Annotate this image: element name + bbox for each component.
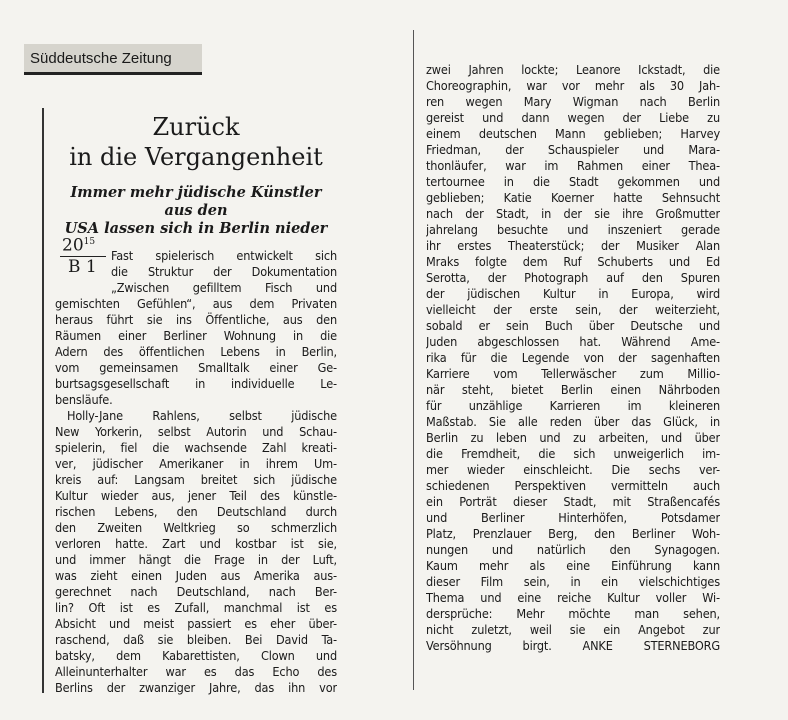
text-line: ren wegen Mary Wigman nach Berlin — [426, 94, 720, 109]
text-line: rischen Lebens, den Deutschland durch — [55, 504, 337, 519]
text-line: gerechnet nach Deutschland, nach Ber- — [55, 584, 337, 599]
right-column — [426, 62, 720, 654]
text-line: Versöhnung birgt. ANKE STERNEBORG — [426, 638, 720, 653]
text-line: ein Porträt dieser Stadt, mit Straßencafés — [426, 494, 720, 509]
left-border-rule — [42, 108, 44, 693]
dateline-day: 20 — [62, 235, 84, 256]
text-line: Berlin zu leben und zu arbeiten, und über — [426, 430, 720, 445]
text-line: Choreographin, war vor mehr als 30 Jah- — [426, 78, 720, 93]
text-line: nungen und natürlich den Synagogen. — [426, 542, 720, 557]
text-line: Maßstab. Sie alle reden über das Glück, in — [426, 414, 720, 429]
source-label: Süddeutsche Zeitung — [24, 44, 202, 74]
subtitle-line: Immer mehr jüdische Künstler aus den — [70, 184, 322, 219]
text-line: nach der Stadt, in der sie ihre Großmutter — [426, 206, 720, 221]
text-line: Berlins der zwanziger Jahre, das ihn vor — [55, 680, 337, 695]
text-line: Platz, Prenzlauer Berg, den Berliner Woh- — [426, 526, 720, 541]
text-line: Juden abgeschlossen hat. Während Ame- — [426, 334, 720, 349]
text-line: einem deutschen Mann geblieben; Harvey — [426, 126, 720, 141]
text-line: die Struktur der Dokumentation — [111, 264, 337, 279]
text-line: geblieben; Katie Koerner hatte Sehnsucht — [426, 190, 720, 205]
text-line: burtsagsgesellschaft in individuelle Le- — [55, 376, 337, 391]
text-line: bensläufe. — [55, 392, 113, 407]
headline — [55, 112, 337, 172]
text-line: mer wieder einschleicht. Die sechs ver- — [426, 462, 720, 477]
dateline-time: 15 — [83, 237, 96, 247]
text-line: raschend, daß sie bleiben. Bei David Ta- — [55, 632, 337, 647]
text-line: Räumen einer Berliner Wohnung in die — [55, 328, 337, 343]
source-rule — [24, 74, 202, 75]
text-line: tertournee in die Stadt gekommen und — [426, 174, 720, 189]
text-line: Absicht und meist passiert es eher über- — [55, 616, 337, 631]
text-line: die Fremdheit, die sich unweigerlich im- — [426, 446, 720, 461]
text-line: verloren hatte. Zart und kostbar ist sie, — [55, 536, 337, 551]
subtitle-line: USA lassen sich in Berlin nieder — [64, 220, 328, 237]
text-line: när steht, bietet Berlin einen Nährboden — [426, 382, 720, 397]
text-line: für unzählige Karrieren im kleineren — [426, 398, 720, 413]
dateline-top — [60, 232, 106, 257]
text-line: gereist und dann wegen der Liebe zu — [426, 110, 720, 125]
text-line: ver, jüdischer Amerikaner in ihrem Um- — [55, 456, 337, 471]
text-line: Mraks folgte dem Ruf Schuberts und Ed — [426, 254, 720, 269]
article-text-right — [426, 62, 720, 654]
dateline-channel: B 1 — [68, 256, 97, 277]
text-line: vielleicht der erste sein, der weiterzieht, — [426, 302, 720, 317]
text-line: spielerin, fiel die wachsende Zahl kreati- — [55, 440, 337, 455]
text-line: und immer hängt die Frage in der Luft, — [55, 552, 337, 567]
text-line: Karriere vom Tellerwäscher zum Millio- — [426, 366, 720, 381]
text-line: lin? Oft ist es Zufall, manchmal ist es — [55, 600, 337, 615]
text-line: New Yorkerin, selbst Autorin und Schau- — [55, 424, 337, 439]
text-line: gemischten Gefühlen“, aus dem Privaten — [55, 296, 337, 311]
left-column — [55, 112, 337, 696]
text-line: dieser Film sein, in ein vielschichtiges — [426, 574, 720, 589]
text-line: Friedman, der Schauspieler und Mara- — [426, 142, 720, 157]
text-line: Kultur wieder aus, jener Teil des künstle- — [55, 488, 337, 503]
text-line: Alleinunterhalter war es das Echo des — [55, 664, 337, 679]
headline-line: in die Vergangenheit — [69, 143, 323, 171]
text-line: sobald er sein Buch über Deutsche und — [426, 318, 720, 333]
text-line: Holly-Jane Rahlens, selbst jüdische — [67, 408, 337, 423]
text-line: Adern des öffentlichen Lebens in Berlin, — [55, 344, 337, 359]
text-line: vom gemeinsamen Smalltalk einer Ge- — [55, 360, 337, 375]
text-line: den Zweiten Weltkrieg so schmerzlich — [55, 520, 337, 535]
text-line: nicht zuletzt, weil sie ein Angebot zur — [426, 622, 720, 637]
text-line: Fast spielerisch entwickelt sich — [111, 248, 337, 263]
text-line: zwei Jahren lockte; Leanore Ickstadt, die — [426, 62, 720, 77]
subtitle — [55, 184, 337, 238]
text-line: batsky, dem Kabarettisten, Clown und — [55, 648, 337, 663]
dateline-marker — [60, 232, 106, 277]
text-line: kreis auf: Langsam breitet sich jüdische — [55, 472, 337, 487]
text-line: dersprüche: Mehr möchte man sehen, — [426, 606, 720, 621]
text-line: was zieht einen Juden aus Amerika aus- — [55, 568, 337, 583]
headline-line: Zurück — [152, 113, 240, 141]
text-line: thonläufer, war im Rahmen einer Thea- — [426, 158, 720, 173]
text-line: und Berliner Hinterhöfen, Potsdamer — [426, 510, 720, 525]
text-line: heraus führt sie ins Öffentliche, aus den — [55, 312, 337, 327]
text-line: ihr erstes Theaterstück; der Musiker Alan — [426, 238, 720, 253]
text-line: schiedenen Perspektiven vermitteln auch — [426, 478, 720, 493]
text-line: Thema und eine reiche Kultur voller Wi- — [426, 590, 720, 605]
text-line: rika für die Legende von der sagenhaften — [426, 350, 720, 365]
text-line: der jüdischen Kultur in Europa, wird — [426, 286, 720, 301]
column-separator — [413, 30, 414, 690]
text-line: Serotta, der Photograph auf den Spuren — [426, 270, 720, 285]
text-line: jahrelang besuchte und inszeniert gerade — [426, 222, 720, 237]
text-line: „Zwischen gefilltem Fisch und — [111, 280, 337, 295]
article-text-left — [55, 248, 337, 696]
text-line: Kaum mehr als eine Einführung kann — [426, 558, 720, 573]
